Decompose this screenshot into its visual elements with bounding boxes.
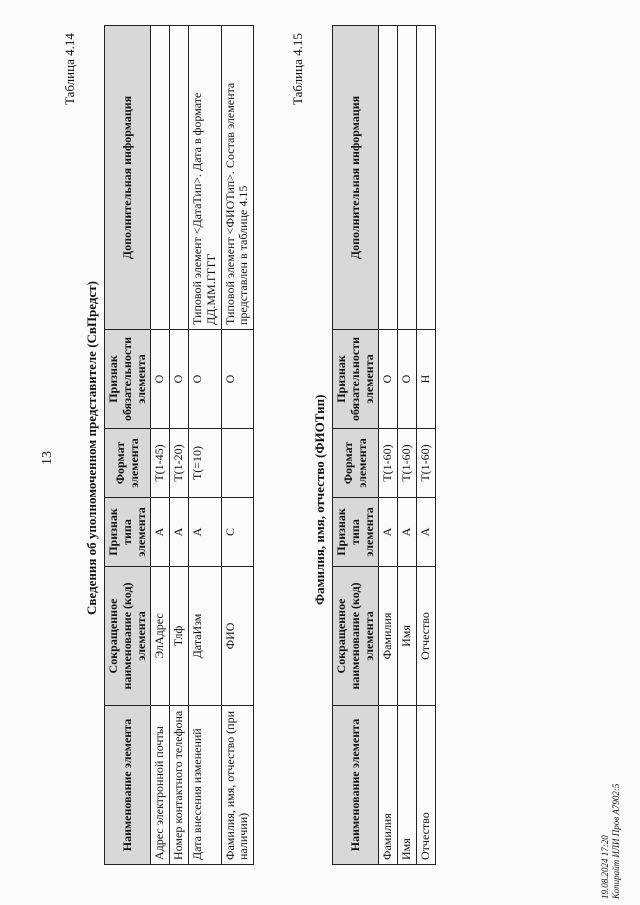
table-row bbox=[170, 26, 189, 865]
table-row bbox=[151, 26, 170, 865]
cell-code: ФИО bbox=[221, 567, 254, 706]
page-number: 13 bbox=[40, 451, 55, 465]
cell-info: Типовой элемент <ФИОТип>. Состав элемента представлен в таблице 4.15 bbox=[221, 26, 254, 330]
cell-info bbox=[379, 26, 398, 330]
cell-info bbox=[416, 26, 435, 330]
table-row bbox=[416, 26, 435, 865]
stamp-date: 19.08.2024 17:20 bbox=[600, 835, 610, 899]
cell-name: Дата внесения изменений bbox=[188, 706, 221, 865]
table-label-4-14: Таблица 4.14 bbox=[62, 33, 77, 105]
table-header-row bbox=[105, 26, 151, 865]
stamp-signature: Копирайт ИЛИ Пров А7902:5 bbox=[611, 783, 622, 899]
header-required: Признак обязательности элемента bbox=[333, 330, 379, 429]
cell-type: А bbox=[188, 498, 221, 567]
header-code: Сокращенное наименование (код) элемента bbox=[105, 567, 151, 706]
cell-format bbox=[221, 429, 254, 498]
cell-required: О bbox=[398, 330, 417, 429]
stamp-footer bbox=[600, 784, 623, 899]
cell-type: А bbox=[151, 498, 170, 567]
cell-code: Имя bbox=[398, 567, 417, 706]
cell-format: T(1-60) bbox=[379, 429, 398, 498]
header-code: Сокращенное наименование (код) элемента bbox=[333, 567, 379, 706]
table-row bbox=[379, 26, 398, 865]
cell-type: С bbox=[221, 498, 254, 567]
cell-type: А bbox=[398, 498, 417, 567]
table-4-15 bbox=[332, 25, 436, 865]
cell-required: Н bbox=[416, 330, 435, 429]
cell-format: T(=10) bbox=[188, 429, 221, 498]
cell-info bbox=[398, 26, 417, 330]
cell-info bbox=[170, 26, 189, 330]
table-row bbox=[398, 26, 417, 865]
table-header-row bbox=[333, 26, 379, 865]
cell-code: ЭлАдрес bbox=[151, 567, 170, 706]
header-info: Дополнительная информация bbox=[105, 26, 151, 330]
cell-type: А bbox=[416, 498, 435, 567]
cell-name: Отчество bbox=[416, 706, 435, 865]
header-name: Наименование элемента bbox=[105, 706, 151, 865]
header-type: Признак типа элемента bbox=[333, 498, 379, 567]
header-type: Признак типа элемента bbox=[105, 498, 151, 567]
header-required: Признак обязательности элемента bbox=[105, 330, 151, 429]
cell-required: О bbox=[221, 330, 254, 429]
cell-required: О bbox=[170, 330, 189, 429]
cell-required: О bbox=[188, 330, 221, 429]
cell-info: Типовой элемент <ДатаТип>. Дата в формате ДД.ММ.ГГГГ bbox=[188, 26, 221, 330]
header-name: Наименование элемента bbox=[333, 706, 379, 865]
header-info: Дополнительная информация bbox=[333, 26, 379, 330]
header-format: Формат элемента bbox=[105, 429, 151, 498]
table-row bbox=[188, 26, 221, 865]
cell-name: Адрес электронной почты bbox=[151, 706, 170, 865]
cell-name: Имя bbox=[398, 706, 417, 865]
cell-type: А bbox=[170, 498, 189, 567]
cell-type: А bbox=[379, 498, 398, 567]
cell-name: Фамилия bbox=[379, 706, 398, 865]
cell-name: Фамилия, имя, отчество (при наличии) bbox=[221, 706, 254, 865]
cell-format: T(1-45) bbox=[151, 429, 170, 498]
table-title-4-15: Фамилия, имя, отчество (ФИОТип) bbox=[312, 394, 327, 605]
cell-code: Тлф bbox=[170, 567, 189, 706]
cell-format: T(1-20) bbox=[170, 429, 189, 498]
table-title-4-14: Сведения об уполномоченном представителе (СвПредст) bbox=[84, 281, 99, 615]
table-row bbox=[221, 26, 254, 865]
table-4-14 bbox=[104, 25, 254, 865]
cell-required: О bbox=[379, 330, 398, 429]
header-format: Формат элемента bbox=[333, 429, 379, 498]
cell-code: ДатаИзм bbox=[188, 567, 221, 706]
cell-info bbox=[151, 26, 170, 330]
cell-code: Отчество bbox=[416, 567, 435, 706]
table-label-4-15: Таблица 4.15 bbox=[290, 33, 305, 105]
cell-code: Фамилия bbox=[379, 567, 398, 706]
cell-name: Номер контактного телефона bbox=[170, 706, 189, 865]
cell-required: О bbox=[151, 330, 170, 429]
cell-format: T(1-60) bbox=[398, 429, 417, 498]
cell-format: T(1-60) bbox=[416, 429, 435, 498]
